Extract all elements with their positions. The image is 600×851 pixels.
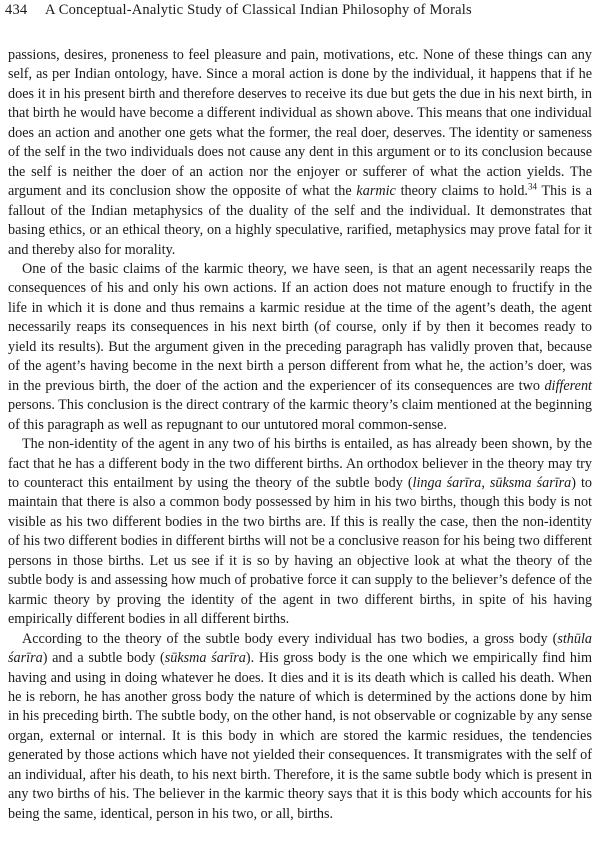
- text-run: ) to maintain that there is also a common body possessed by him in his two births, though this body is not visible as his two different bodies in the two births are. If this is really the case, then the non-identity of his two different bodies in different births will not be a conclusive reason for his being two different persons in those births. Let us see if it is so by having an objective look at what the theory of the subtle body is and assessing how much of probative force it can supply to the believer’s defence of the karmic theory by proving the identity of the agent in two different births, in spite of his having empirically different bodies in all different births.: [8, 474, 592, 628]
- paragraph: [8, 260, 592, 435]
- italic-term: different: [544, 377, 592, 394]
- text-run: passions, desires, proneness to feel pleasure and pain, motivations, etc. None of these things can any self, as per Indian ontology, have. Since a moral action is done by the individual, it happens that if he does it in his present birth and therefore deserves to receive its due but gets the due in his next birth, in that birth he would have become a different individual as shown above. This means that one individual does an action and another one gets what the former, the real doer, deserves. The identity or sameness of the self in the two individuals does not cause any dent in this argument or to its conclusion because the self is neither the doer of an action nor the enjoyer or sufferer of what the action yields. The argument and its conclusion show the opposite of what the: [8, 47, 592, 200]
- paragraph: [8, 46, 592, 260]
- body-text: [8, 46, 592, 824]
- text-run: This is a fallout of the Indian metaphysics of the duality of the self and the individual. It demonstrates that basing ethics, or an ethical theory, on a highly speculative, rarified, metaphysics may prove fatal for it and thereby also for morality.: [8, 183, 592, 258]
- page-number: 434: [5, 2, 28, 18]
- running-title: A Conceptual-Analytic Study of Classical Indian Philosophy of Morals: [45, 2, 472, 18]
- text-run: theory claims to hold.: [395, 183, 528, 200]
- italic-term: sthūla śarīra: [8, 630, 592, 667]
- text-run: ) and a subtle body (: [42, 650, 165, 667]
- italic-term: sūksma śarīra: [164, 650, 246, 667]
- text-run: One of the basic claims of the karmic theory, we have seen, is that an agent necessarily reaps the consequences of his and only his own actions. If an action does not mature enough to fructify in the life in which it is done and thus remains a karmic residue at the time of the agent’s death, the agent necessarily reaps its consequences in his next birth (of course, only if by then it becomes ready to yield its results). But the argument given in the preceding paragraph has validly proven that, because of the agent’s having become in the next birth a person different from what he, the action’s doer, was in the previous birth, the doer of the action and the experiencer of its consequences are two: [8, 260, 592, 394]
- italic-term: karmic: [356, 183, 396, 200]
- italic-term: linga śarīra, sūksma śarīra: [412, 474, 572, 491]
- footnote-ref: 34: [527, 181, 537, 192]
- text-run: persons. This conclusion is the direct contrary of the karmic theory’s claim mentioned at the beginning of this paragraph as well as repugnant to our untutored moral common-sense.: [8, 397, 592, 433]
- running-head: [5, 2, 592, 19]
- paragraph: [8, 630, 592, 825]
- text-run: According to the theory of the subtle body every individual has two bodies, a gross body (: [22, 630, 558, 647]
- paragraph: [8, 435, 592, 630]
- text-run: The non-identity of the agent in any two of his births is entailed, as has already been shown, by the fact that he has a different body in the two different births. An orthodox believer in the theory may try to counteract this entailment by using the theory of the subtle body (: [8, 436, 592, 491]
- text-run: ). His gross body is the one which we empirically find him having and using in doing whatever he does. It dies and it is its death which is called his death. When he is reborn, he has another gross body the nature of which is determined by the actions done by him in his preceding birth. The subtle body, on the other hand, is not observable or cognizable by any sense organ, external or internal. It is this body in which are stored the karmic residues, the tendencies generated by those actions which have not yielded their consequences. It transmigrates with the self of an individual, after his death, to his next birth. Therefore, it is the same subtle body which is present in any two births of his. The believer in the karmic theory says that it is this body which accounts for his being the same, identical, person in his two, or all, births.: [8, 650, 592, 822]
